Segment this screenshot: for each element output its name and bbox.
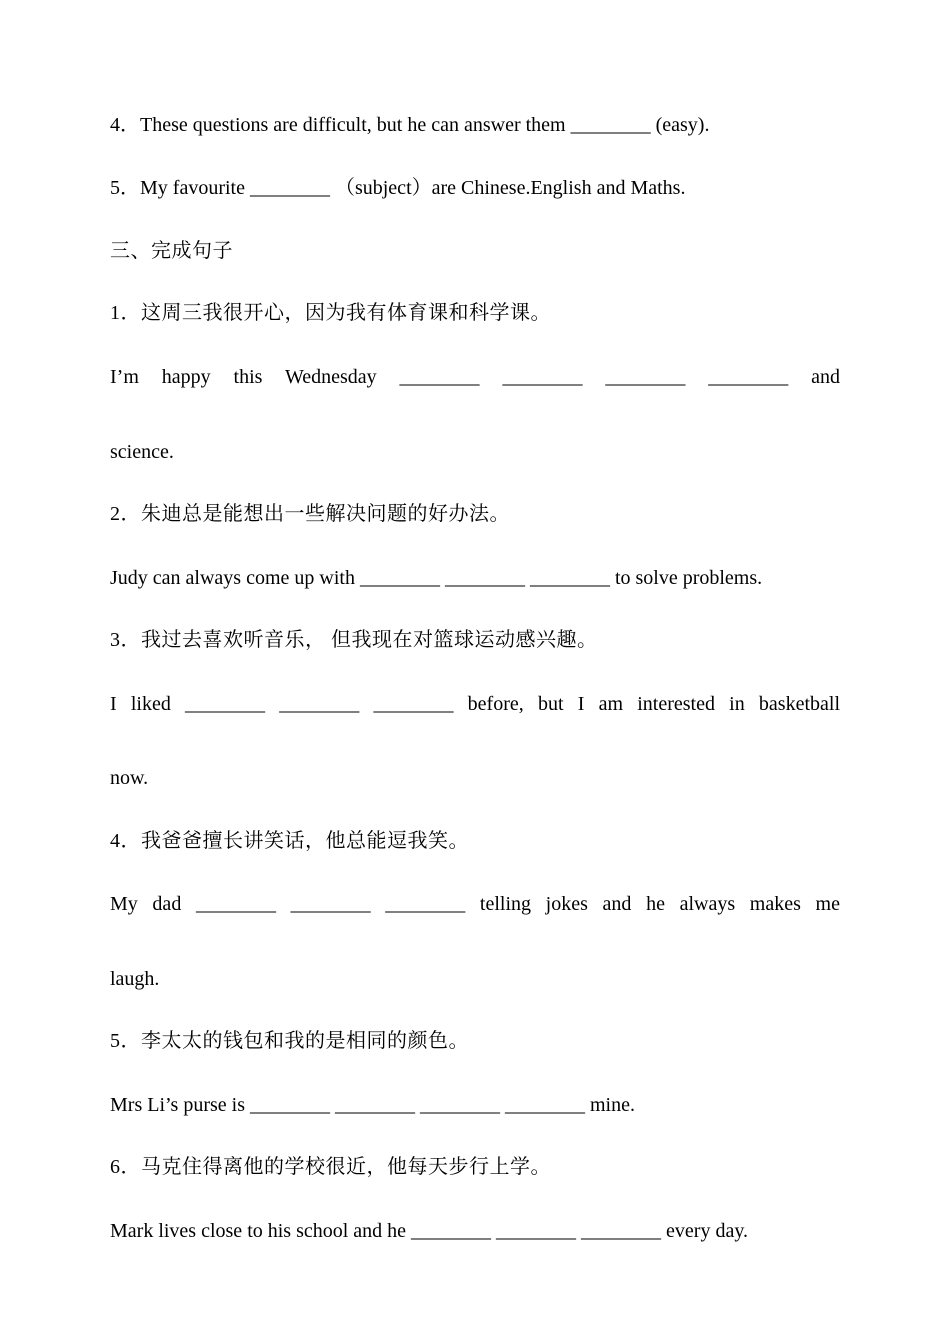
sentence-1-english-continued: science.	[110, 441, 174, 463]
sentence-4-english: My dad ________ ________ ________ telling jokes and he always makes me	[110, 893, 840, 915]
section-heading-complete-sentences: 三、完成句子	[110, 240, 233, 262]
sentence-4-english-continued: laugh.	[110, 968, 160, 990]
sentence-6-english: Mark lives close to his school and he ________ ________ ________ every day.	[110, 1220, 749, 1242]
sentence-3-english-continued: now.	[110, 767, 149, 789]
sentence-6-chinese: 6．马克住得离他的学校很近，他每天步行上学。	[110, 1156, 551, 1178]
question-4-easy: 4．These questions are difficult, but he can answer them ________ (easy).	[110, 114, 710, 136]
sentence-5-english: Mrs Li’s purse is ________ ________ ________ ________ mine.	[110, 1094, 635, 1116]
sentence-2-chinese: 2．朱迪总是能想出一些解决问题的好办法。	[110, 503, 510, 525]
sentence-1-english: I’m happy this Wednesday ________ ________ ________ ________ and	[110, 366, 840, 388]
sentence-3-english: I liked ________ ________ ________ before, but I am interested in basketball	[110, 693, 840, 715]
sentence-1-chinese: 1．这周三我很开心，因为我有体育课和科学课。	[110, 302, 551, 324]
sentence-4-chinese: 4．我爸爸擅长讲笑话，他总能逗我笑。	[110, 830, 469, 852]
sentence-3-chinese: 3．我过去喜欢听音乐， 但我现在对篮球运动感兴趣。	[110, 629, 598, 651]
sentence-5-chinese: 5．李太太的钱包和我的是相同的颜色。	[110, 1030, 469, 1052]
sentence-2-english: Judy can always come up with ________ ________ ________ to solve problems.	[110, 567, 763, 589]
question-5-subject: 5．My favourite ________ （subject）are Chinese.English and Maths.	[110, 177, 686, 199]
